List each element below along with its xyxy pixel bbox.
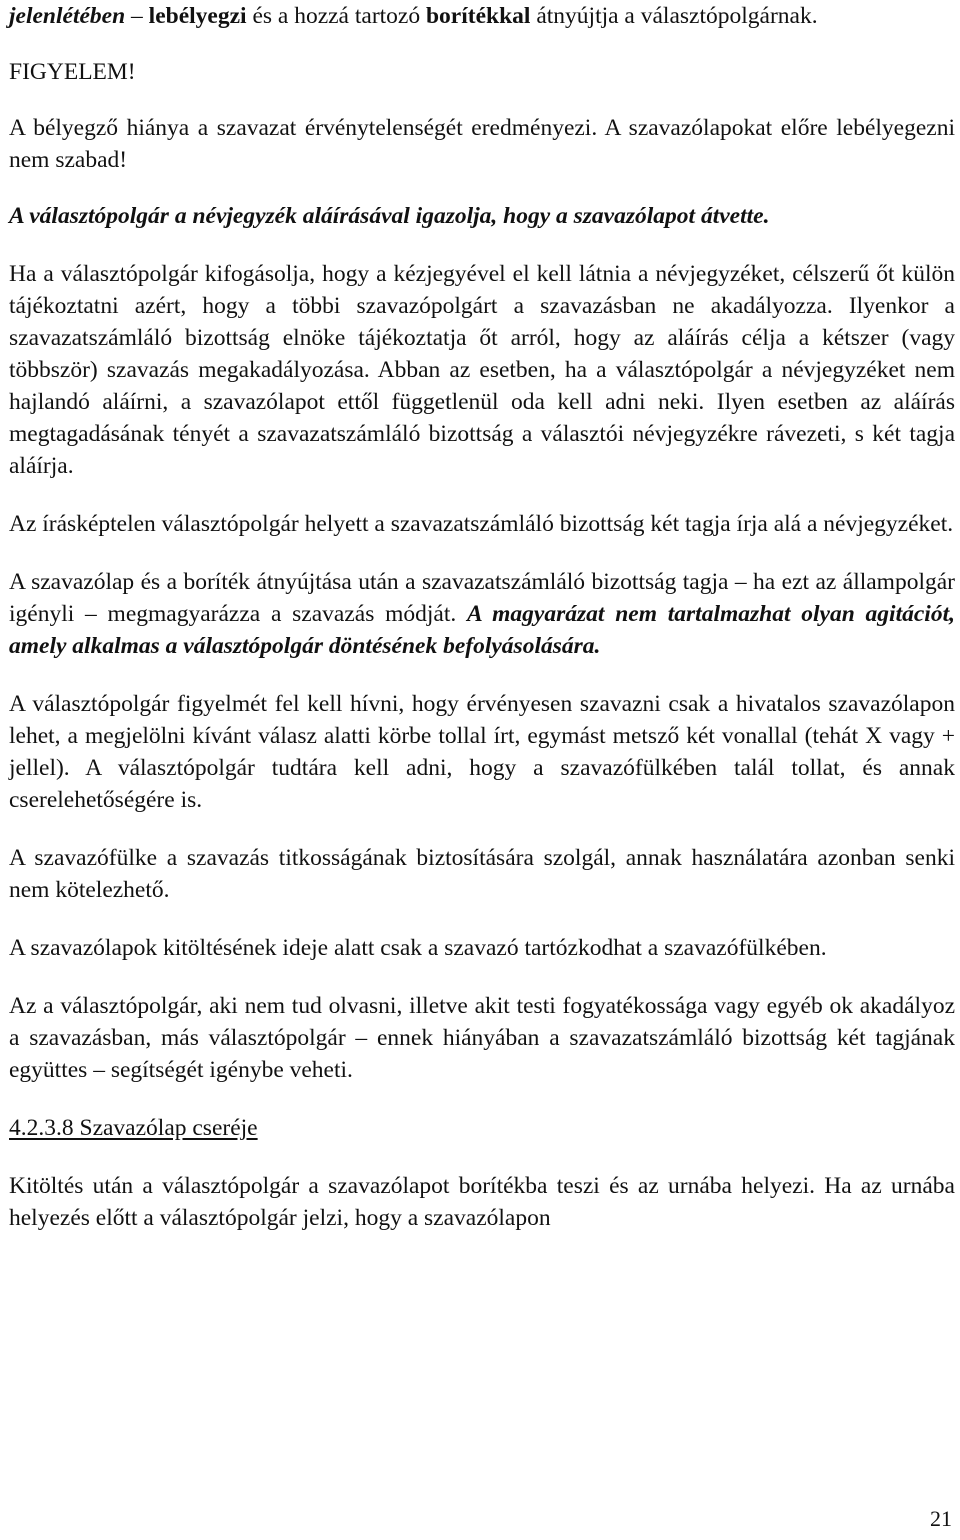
continuation-end: átnyújtja a választópolgárnak. xyxy=(530,3,818,29)
continuation-bold-verb: lebélyegzi xyxy=(148,3,247,29)
signature-note: A választópolgár a névjegyzék aláírásával igazolja, hogy a szavazólapot átvette. xyxy=(9,203,770,229)
section-text: Kitöltés után a választópolgár a szavazólapot borítékba teszi és az urnába helyezi. Ha az urnába helyezés előtt a választópolgár jelzi, hogy a szavazólapon xyxy=(9,1173,955,1231)
document-page xyxy=(9,0,955,1234)
illiterate-paragraph: Az írásképtelen választópolgár helyett a szavazatszámláló bizottság két tagja írja alá a névjegyzéket. xyxy=(9,511,954,537)
booth-time-paragraph: A szavazólapok kitöltésének ideje alatt csak a szavazó tartózkodhat a szavazófülkében. xyxy=(9,935,827,961)
section-heading: 4.2.3.8 Szavazólap cseréje xyxy=(9,1115,258,1141)
continuation-bold-noun: borítékkal xyxy=(425,3,531,29)
attention-label: FIGYELEM! xyxy=(9,59,136,85)
continuation-italic-part: jelenlétében xyxy=(9,3,126,29)
valid-vote-paragraph: A választópolgár figyelmét fel kell hívni, hogy érvényesen szavazni csak a hivatalos szavazólapon lehet, a megjelölni kívánt válasz alatti körbe tollal írt, egymást metsző két vonallal (tehát X vagy + jellel). A választópolgár tudtára kell adni, hogy a szavazófülkében talál tollat, és annak cserelehetőségére is. xyxy=(9,691,955,813)
explanation-bold-text: A magyarázat nem tartalmazhat olyan agitációt, amely alkalmas a választópolgár döntésének befolyásolására. xyxy=(9,601,955,659)
assistance-paragraph: Az a választópolgár, aki nem tud olvasni, illetve akit testi fogyatékossága vagy egyéb ok akadályoz a szavazásban, más választópolgár – ennek hiányában a szavazatszámláló bizottság két tagjának együttes – segítségét igénybe veheti. xyxy=(9,993,955,1083)
explanation-text: A szavazólap és a boríték átnyújtása után a szavazatszámláló bizottság tagja – ha ezt az állampolgár igényli – megmagyarázza a szavazás módját. xyxy=(9,569,955,627)
explanation-paragraph xyxy=(9,566,955,662)
attention-text: A bélyegző hiánya a szavazat érvénytelenségét eredményezi. A szavazólapokat előre lebélyegezni nem szabad! xyxy=(9,115,955,173)
continuation-paragraph xyxy=(9,0,955,32)
objection-paragraph: Ha a választópolgár kifogásolja, hogy a kézjegyével el kell látnia a névjegyzéket, célszerű őt külön tájékoztatni azért, hogy a többi szavazópolgárt a szavazásban ne akadályozza. Ilyenkor a szavazatszámláló bizottság elnöke tájékoztatja őt arról, hogy az aláírás célja a kétszer (vagy többször) szavazás megakadályozása. Abban az esetben, ha a választópolgár a névjegyzéket nem hajlandó aláírni, a szavazólapot ettől függetlenül oda kell adni neki. Ilyen esetben az aláírás megtagadásának tényét a szavazatszámláló bizottság a választói névjegyzékre rávezeti, s két tagja aláírja. xyxy=(9,261,955,479)
booth-paragraph: A szavazófülke a szavazás titkosságának biztosítására szolgál, annak használatára azonban senki nem kötelezhető. xyxy=(9,845,955,903)
continuation-middle: és a hozzá tartozó xyxy=(246,3,426,29)
page-number: 21 xyxy=(930,1506,952,1531)
continuation-dash: – xyxy=(125,3,149,29)
